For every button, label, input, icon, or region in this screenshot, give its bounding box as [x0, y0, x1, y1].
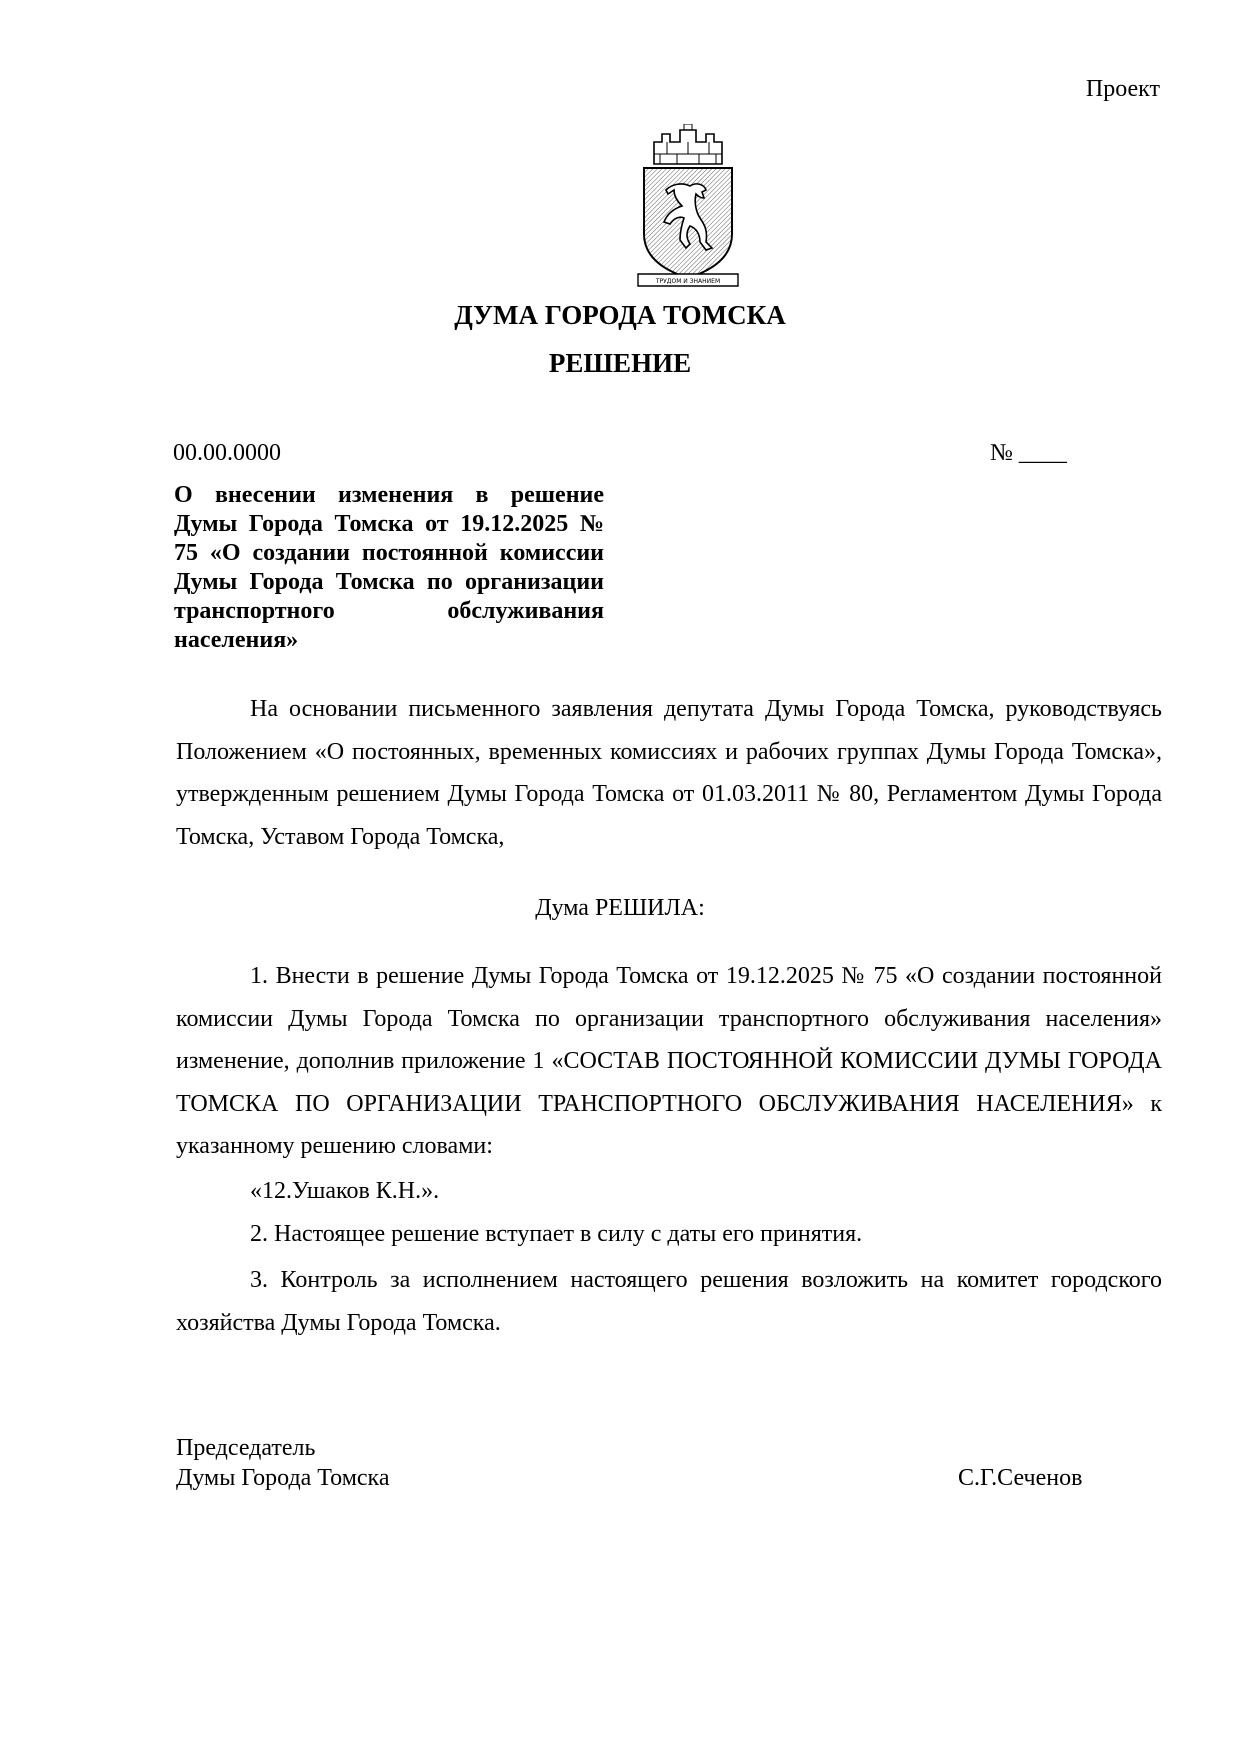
signature-name: С.Г.Сеченов — [958, 1465, 1083, 1491]
resolution-item-1: 1. Внести в решение Думы Города Томска от 19.12.2025 № 75 «О создании постоянной комиссии Думы Города Томска по организации транспортного обслуживания населения» изменение, дополнив приложение 1 «СОСТАВ ПОСТОЯННОЙ КОМИССИИ ДУМЫ ГОРОДА ТОМСКА ПО ОРГАНИЗАЦИИ ТРАНСПОРТНОГО ОБСЛУЖИВАНИЯ НАСЕЛЕНИЯ» к указанному решению словами: — [176, 963, 1162, 1160]
draft-label: Проект — [1085, 76, 1160, 102]
resolved-heading: Дума РЕШИЛА: — [535, 895, 705, 921]
document-subject: О внесении изменения в решение Думы Города Томска от 19.12.2025 № 75 «О создании постоянной комиссии Думы Города Томска по организации транспортного обслуживания населения» — [174, 482, 604, 653]
document-type-title: РЕШЕНИЕ — [548, 348, 692, 378]
signature-title-line-1: Председатель — [176, 1435, 316, 1461]
document-number: № ____ — [990, 440, 1067, 466]
preamble-paragraph: На основании письменного заявления депутата Думы Города Томска, руководствуясь Положением «О постоянных, временных комиссиях и рабочих группах Думы Города Томска», утвержденным решением Думы Города Томска от 01.03.2011 № 80, Регламентом Думы Города Томска, Уставом Города Томска, — [176, 696, 1162, 850]
organization-title: ДУМА ГОРОДА ТОМСКА — [454, 300, 786, 330]
svg-text:ТРУДОМ И ЗНАНИЕМ: ТРУДОМ И ЗНАНИЕМ — [655, 278, 721, 285]
resolution-item-1-quote: «12.Ушаков К.Н.». — [250, 1178, 440, 1204]
document-date: 00.00.0000 — [173, 440, 281, 466]
coat-of-arms-icon — [634, 124, 742, 290]
signature-title-line-2: Думы Города Томска — [176, 1465, 390, 1491]
resolution-item-2: 2. Настоящее решение вступает в силу с даты его принятия. — [250, 1221, 863, 1247]
resolution-item-3: 3. Контроль за исполнением настоящего решения возложить на комитет городского хозяйства Думы Города Томска. — [176, 1267, 1162, 1336]
